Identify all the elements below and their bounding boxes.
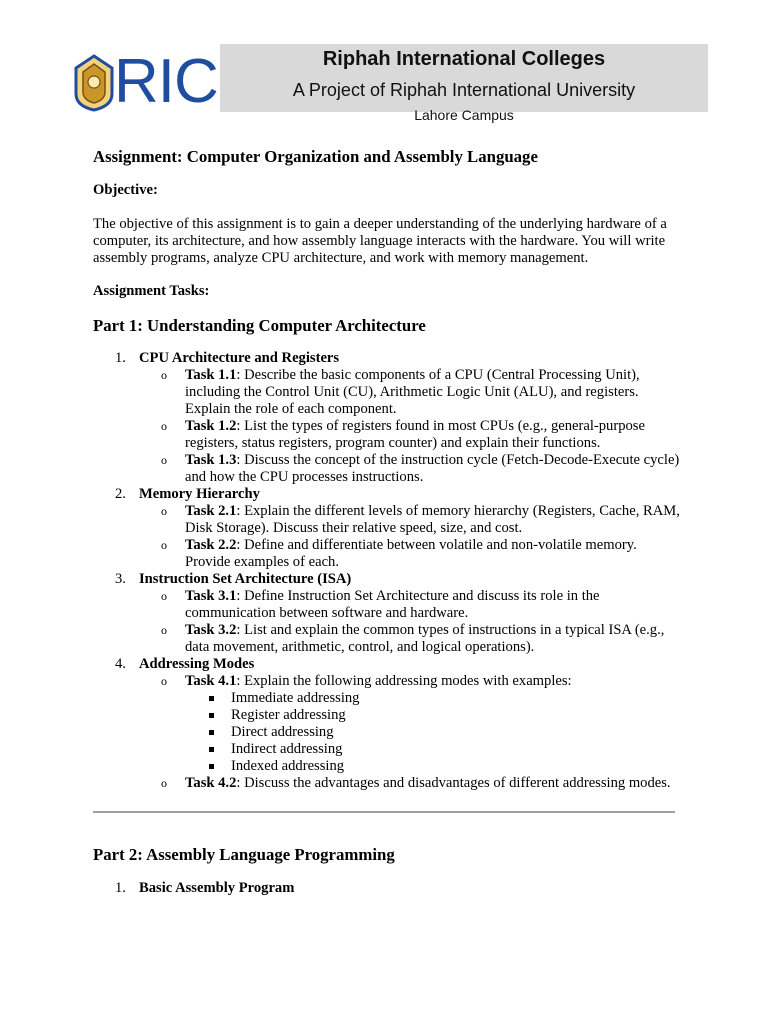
banner-title: Riphah International Colleges	[322, 48, 606, 70]
task-label: Task 2.2	[185, 537, 237, 553]
task-label: Task 1.3	[185, 452, 237, 468]
task-text: : Describe the basic components of a CPU (Central Processing Unit), including the Control Unit (CU), Arithmetic Logic Unit (ALU), and registers. Explain the role of each component.	[185, 367, 640, 417]
square-bullet-icon	[209, 730, 214, 735]
addressing-mode-list	[185, 690, 683, 775]
task-text: : List the types of registers found in most CPUs (e.g., general-purpose registers, status registers, program counter) and explain their functions.	[185, 418, 645, 451]
banner-cut-line: Lahore Campus	[414, 107, 514, 123]
addressing-mode-item	[185, 690, 683, 707]
task-label: Task 2.1	[185, 503, 237, 519]
task-item	[139, 452, 683, 486]
task-item	[139, 673, 683, 775]
square-bullet-icon	[209, 764, 214, 769]
task-text: : Define and differentiate between volatile and non-volatile memory. Provide examples of each.	[185, 537, 637, 570]
mode-label: Indirect addressing	[231, 741, 343, 757]
square-bullet-icon	[209, 713, 214, 718]
task-text: : Explain the different levels of memory hierarchy (Registers, Cache, RAM, Disk Storage). Discuss their relative speed, size, and cost.	[185, 503, 680, 536]
circle-bullet-icon: o	[161, 776, 167, 790]
task-text: : Discuss the advantages and disadvantages of different addressing modes.	[236, 775, 671, 791]
task-label: Task 3.1	[185, 588, 237, 604]
circle-bullet-icon: o	[161, 538, 167, 552]
item-title: Addressing Modes	[139, 656, 255, 672]
mode-label: Direct addressing	[231, 724, 334, 740]
mode-label: Register addressing	[231, 707, 346, 723]
square-bullet-icon	[209, 747, 214, 752]
addressing-mode-item	[185, 758, 683, 775]
item-number: 1.	[115, 880, 126, 896]
college-banner	[220, 44, 708, 123]
list-item	[93, 656, 683, 792]
banner-subtitle: A Project of Riphah International University	[292, 80, 636, 100]
part1-list	[93, 350, 683, 792]
task-text: : Discuss the concept of the instruction cycle (Fetch-Decode-Execute cycle) and how the CPU processes instructions.	[185, 452, 680, 485]
list-item	[93, 880, 683, 897]
list-item	[93, 571, 683, 656]
task-text: : List and explain the common types of instructions in a typical ISA (e.g., data movement, arithmetic, control, and logical operations).	[185, 622, 665, 655]
task-label: Task 1.1	[185, 367, 237, 383]
circle-bullet-icon: o	[161, 504, 167, 518]
assignment-title: Assignment: Computer Organization and Assembly Language	[93, 147, 538, 166]
task-text: : Define Instruction Set Architecture and discuss its role in the communication between software and hardware.	[185, 588, 600, 621]
task-item	[139, 418, 683, 452]
document-body	[93, 146, 683, 897]
ric-logo	[70, 47, 218, 116]
circle-bullet-icon: o	[161, 419, 167, 433]
task-label: Task 4.1	[185, 673, 237, 689]
circle-bullet-icon: o	[161, 589, 167, 603]
mode-label: Immediate addressing	[231, 690, 360, 706]
item-title: Memory Hierarchy	[139, 486, 260, 502]
task-list	[139, 588, 683, 656]
item-title: CPU Architecture and Registers	[139, 350, 340, 366]
square-bullet-icon	[209, 696, 214, 701]
list-item	[93, 486, 683, 571]
tasks-label: Assignment Tasks:	[93, 283, 210, 299]
crest-icon	[72, 54, 116, 112]
task-item	[139, 775, 683, 792]
circle-bullet-icon: o	[161, 623, 167, 637]
logo-text: RIC	[114, 47, 218, 116]
item-title: Basic Assembly Program	[139, 880, 295, 896]
list-item	[93, 350, 683, 486]
circle-bullet-icon: o	[161, 453, 167, 467]
circle-bullet-icon: o	[161, 674, 167, 688]
task-item	[139, 503, 683, 537]
objective-text: The objective of this assignment is to gain a deeper understanding of the underlying hardware of a computer, its architecture, and how assembly language interacts with the hardware. You will write assembly programs, analyze CPU architecture, and work with memory management.	[93, 216, 667, 266]
horizontal-divider	[93, 811, 675, 813]
task-list	[139, 503, 683, 571]
objective-label: Objective:	[93, 182, 158, 198]
mode-label: Indexed addressing	[231, 758, 345, 774]
task-item	[139, 622, 683, 656]
task-item	[139, 537, 683, 571]
task-item	[139, 588, 683, 622]
item-number: 3.	[115, 571, 126, 587]
document-header	[70, 44, 710, 123]
part2-list	[93, 880, 683, 897]
item-number: 1.	[115, 350, 126, 366]
task-label: Task 1.2	[185, 418, 237, 434]
addressing-mode-item	[185, 724, 683, 741]
task-label: Task 3.2	[185, 622, 237, 638]
task-list	[139, 367, 683, 486]
item-number: 4.	[115, 656, 126, 672]
item-title: Instruction Set Architecture (ISA)	[139, 571, 352, 587]
circle-bullet-icon: o	[161, 368, 167, 382]
part1-heading: Part 1: Understanding Computer Architecture	[93, 316, 426, 335]
task-text: : Explain the following addressing modes with examples:	[236, 673, 572, 689]
addressing-mode-item	[185, 707, 683, 724]
item-number: 2.	[115, 486, 126, 502]
addressing-mode-item	[185, 741, 683, 758]
task-label: Task 4.2	[185, 775, 237, 791]
task-item	[139, 367, 683, 418]
task-list	[139, 673, 683, 792]
part2-heading: Part 2: Assembly Language Programming	[93, 845, 395, 864]
